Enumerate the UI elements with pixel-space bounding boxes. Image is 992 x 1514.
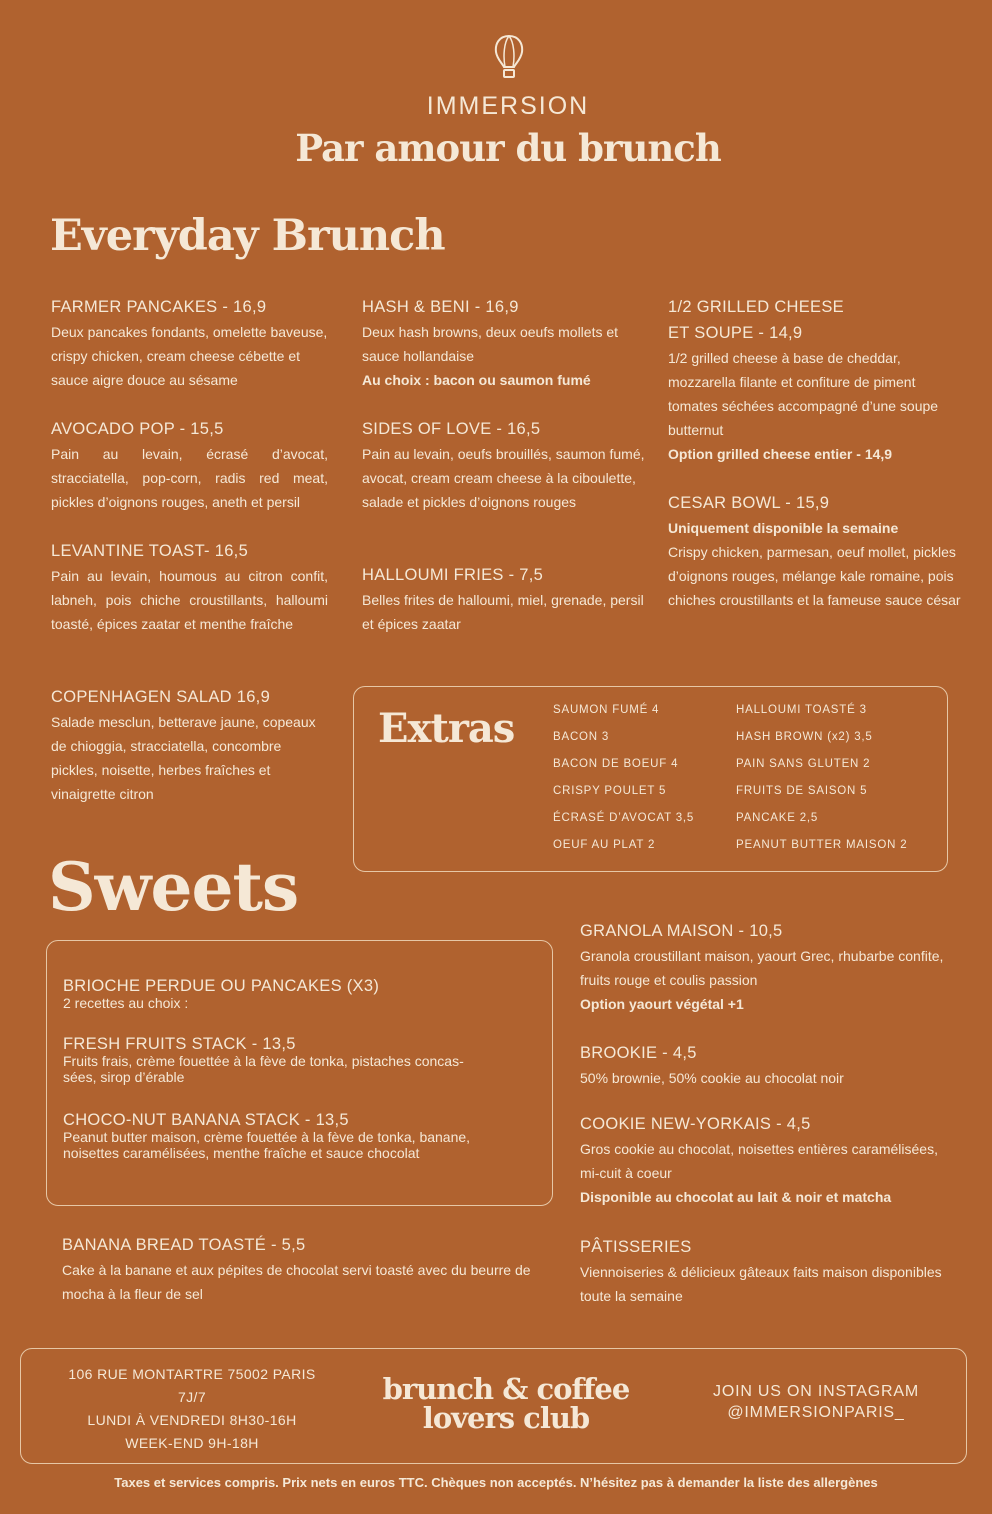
item-title: HALLOUMI FRIES - 7,5 <box>362 566 544 584</box>
item-title-line2: ET SOUPE - 14,9 <box>668 324 803 342</box>
instagram-handle[interactable]: @IMMERSIONPARIS_ <box>727 1404 905 1421</box>
sweets-box <box>46 940 553 1206</box>
weekday-hours: LUNDI À VENDREDI 8H30-16H <box>87 1412 297 1428</box>
item-description: Pain au levain, oeufs brouillés, saumon fumé, avocat, cream cream cheese à la ciboulette, salade et pickles d’oignons rouges <box>362 446 645 510</box>
extras-list-right <box>736 697 907 859</box>
hot-air-balloon-icon <box>492 34 526 80</box>
item-title: SIDES OF LOVE - 16,5 <box>362 420 541 438</box>
item-title: FARMER PANCAKES - 16,9 <box>51 298 267 316</box>
extra-item: PAIN SANS GLUTEN 2 <box>736 758 871 770</box>
extra-item: FRUITS DE SAISON 5 <box>736 785 868 797</box>
extra-item: ÉCRASÉ D’AVOCAT 3,5 <box>553 812 695 824</box>
menu-item <box>362 562 652 636</box>
item-title: BANANA BREAD TOASTÉ - 5,5 <box>62 1236 306 1254</box>
menu-item <box>580 918 950 1016</box>
item-title: COOKIE NEW-YORKAIS - 4,5 <box>580 1115 811 1133</box>
item-title: LEVANTINE TOAST- 16,5 <box>51 542 249 560</box>
menu-item <box>51 538 328 636</box>
menu-item <box>362 416 652 514</box>
item-description: Cake à la banane et aux pépites de chocolat servi toasté avec du beurre de mocha à la fleur de sel <box>62 1262 531 1302</box>
instagram-cta: JOIN US ON INSTAGRAM <box>713 1383 919 1400</box>
weekend-hours: WEEK-END 9H-18H <box>125 1435 259 1451</box>
extra-item: HASH BROWN (x2) 3,5 <box>736 731 873 743</box>
item-description: Pain au levain, houmous au citron confit, labneh, pois chiche croustillants, halloumi toasté, épices zaatar et menthe fraîche <box>51 568 328 632</box>
item-title: BRIOCHE PERDUE OU PANCAKES (X3) <box>63 977 380 995</box>
menu-item <box>51 684 328 806</box>
extras-list-left <box>553 697 694 859</box>
menu-item <box>580 1111 950 1209</box>
item-note: Option yaourt végétal +1 <box>580 996 744 1012</box>
item-description: Crispy chicken, parmesan, oeuf mollet, pickles d’oignons rouges, mélange kale romaine, pois chiches croustillants et la fameuse sauce césar <box>668 544 961 608</box>
item-description: 2 recettes au choix : <box>63 995 189 1011</box>
sweet-item <box>63 1111 543 1161</box>
extra-item: PEANUT BUTTER MAISON 2 <box>736 839 908 851</box>
item-description: Deux hash browns, deux oeufs mollets et sauce hollandaise <box>362 324 619 364</box>
menu-item <box>580 1040 950 1090</box>
item-note: Uniquement disponible la semaine <box>668 520 899 536</box>
item-note: Option grilled cheese entier - 14,9 <box>668 446 893 462</box>
menu-item <box>580 1234 950 1308</box>
sweet-item <box>63 1035 543 1085</box>
menu-item <box>62 1232 540 1306</box>
item-title: 1/2 GRILLED CHEESE <box>668 298 844 316</box>
item-title: BROOKIE - 4,5 <box>580 1044 697 1062</box>
item-description: Peanut butter maison, crème fouettée à la fève de tonka, banane, <box>63 1129 471 1145</box>
item-title: CHOCO-NUT BANANA STACK - 13,5 <box>63 1111 349 1129</box>
item-description: Salade mesclun, betterave jaune, copeaux de chioggia, stracciatella, concombre pickles, noisette, herbes fraîches et vinaigrette citron <box>51 714 316 802</box>
extra-item: CRISPY POULET 5 <box>553 785 667 797</box>
sweet-item <box>63 977 543 1011</box>
extra-item: BACON 3 <box>553 731 610 743</box>
item-title: COPENHAGEN SALAD 16,9 <box>51 688 271 706</box>
item-note: Au choix : bacon ou saumon fumé <box>362 372 591 388</box>
menu-item <box>51 416 328 514</box>
item-description: Fruits frais, crème fouettée à la fève de tonka, pistaches concas- <box>63 1053 464 1069</box>
item-title: FRESH FRUITS STACK - 13,5 <box>63 1035 296 1053</box>
legal-notice: Taxes et services compris. Prix nets en euros TTC. Chèques non acceptés. N’hésitez pas à demander la liste des allergènes <box>114 1475 878 1490</box>
everyday-brunch-title: Everyday Brunch <box>50 211 445 261</box>
instagram-block <box>681 1381 951 1423</box>
item-description: Granola croustillant maison, yaourt Grec, rhubarbe confite, fruits rouge et coulis passion <box>580 948 944 988</box>
item-title: AVOCADO POP - 15,5 <box>51 420 224 438</box>
sweets-title: Sweets <box>48 848 299 926</box>
item-title: CESAR BOWL - 15,9 <box>668 494 830 512</box>
item-description: Belles frites de halloumi, miel, grenade, persil et épices zaatar <box>362 592 644 632</box>
club-line2: lovers club <box>422 1401 590 1435</box>
item-description: Deux pancakes fondants, omelette baveuse, crispy chicken, cream cheese cébette et sauce aigre douce au sésame <box>51 324 328 388</box>
item-title: HASH & BENI - 16,9 <box>362 298 519 316</box>
menu-item <box>362 294 652 392</box>
extra-item: OEUF AU PLAT 2 <box>553 839 656 851</box>
footer-box <box>20 1348 967 1464</box>
item-note: Disponible au chocolat au lait & noir et matcha <box>580 1189 892 1205</box>
item-description: 50% brownie, 50% cookie au chocolat noir <box>580 1070 844 1086</box>
extra-item: HALLOUMI TOASTÉ 3 <box>736 704 867 716</box>
address: 106 RUE MONTARTRE 75002 PARIS <box>68 1366 316 1382</box>
tagline: Par amour du brunch <box>295 126 721 170</box>
club-line1: brunch & coffee <box>382 1372 630 1406</box>
extra-item: SAUMON FUMÉ 4 <box>553 704 660 716</box>
item-title: PÂTISSERIES <box>580 1238 692 1256</box>
menu-item <box>51 294 328 392</box>
extras-box <box>353 686 948 872</box>
item-description: 1/2 grilled cheese à base de cheddar, mozzarella filante et confiture de piment tomates séchées accompagné d’une soupe butternut <box>668 350 939 438</box>
menu-item <box>668 490 962 612</box>
item-description: Pain au levain, écrasé d’avocat, stracciatella, pop-corn, radis red meat, pickles d’oignons rouges, aneth et persil <box>51 446 328 510</box>
menu-item <box>668 294 962 466</box>
item-description-line2: noisettes caramélisées, menthe fraîche et sauce chocolat <box>63 1145 420 1161</box>
extras-title: Extras <box>378 705 515 752</box>
brand-name: IMMERSION <box>426 92 590 120</box>
opening-days: 7J/7 <box>177 1389 207 1405</box>
club-logo <box>361 1372 651 1435</box>
extra-item: PANCAKE 2,5 <box>736 812 819 824</box>
item-description-line2: sées, sirop d’érable <box>63 1069 185 1085</box>
item-description: Viennoiseries & délicieux gâteaux faits maison disponibles toute la semaine <box>580 1264 942 1304</box>
item-title: GRANOLA MAISON - 10,5 <box>580 922 783 940</box>
address-block <box>41 1363 343 1455</box>
item-description: Gros cookie au chocolat, noisettes entières caramélisées, mi-cuit à coeur <box>580 1141 938 1181</box>
extra-item: BACON DE BOEUF 4 <box>553 758 679 770</box>
